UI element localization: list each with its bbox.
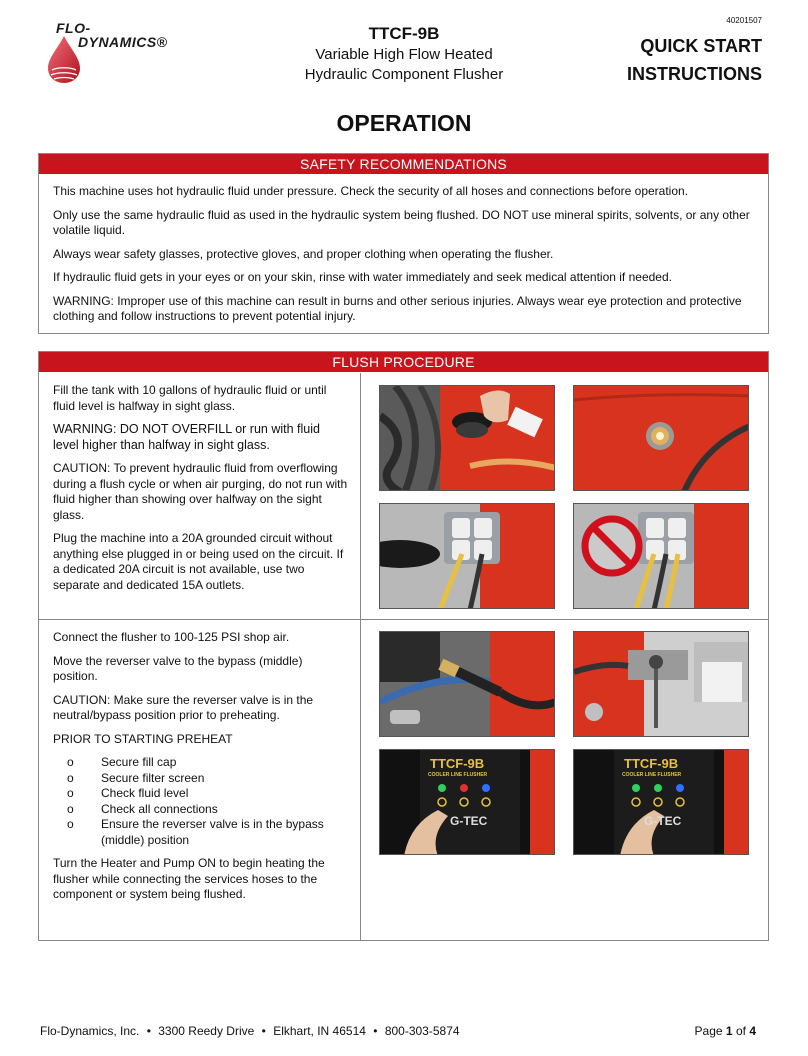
safety-heading: SAFETY RECOMMENDATIONS [39, 154, 768, 174]
product-subtitle-line2: Hydraulic Component Flusher [304, 66, 504, 83]
city-address: Elkhart, IN 46514 [273, 1024, 366, 1038]
panel-subtitle: COOLER LINE FLUSHER [622, 772, 682, 778]
checklist-item-label: Ensure the reverser valve is in the bypass (middle) position [101, 817, 324, 847]
quick-start-heading [627, 32, 762, 88]
separator: • [373, 1024, 378, 1038]
photo-outlet [379, 503, 555, 609]
page-number [695, 1024, 756, 1038]
safety-paragraph: Always wear safety glasses, protective gloves, and proper clothing when operating the flusher. [53, 246, 554, 261]
separator: • [261, 1024, 266, 1038]
step2-text [53, 630, 349, 911]
page-title: OPERATION [336, 110, 472, 136]
photo-reverser-valve [573, 631, 749, 737]
flush-step-fill [39, 373, 768, 619]
company-name: Flo-Dynamics, Inc. [40, 1024, 140, 1038]
list-item [67, 786, 349, 802]
preheat-checklist [67, 755, 349, 848]
safety-paragraph: Only use the same hydraulic fluid as used in the hydraulic system being flushed. DO NOT use mineral spirits, solvents, or any other volatile liquid. [53, 207, 750, 237]
phone-number: 800-303-5874 [384, 1024, 460, 1038]
page-current: 1 [725, 1024, 733, 1038]
logo-text-line1: FLO- [56, 20, 91, 36]
list-item [67, 817, 349, 848]
quick-start-line2: INSTRUCTIONS [627, 64, 762, 84]
step2-final: Turn the Heater and Pump ON to begin heating the flusher while connecting the services hoses to the component or system being flushed. [53, 856, 325, 901]
page-word: Page [694, 1024, 723, 1038]
photo-sight-glass [573, 385, 749, 491]
flush-step-preheat [39, 619, 768, 941]
footer-address [40, 1024, 460, 1038]
checklist-item-label: Check fluid level [101, 786, 189, 800]
bullet-icon: o [67, 770, 74, 785]
photo-fill-cap [379, 385, 555, 491]
list-item [67, 771, 349, 787]
step1-caution: CAUTION: To prevent hydraulic fluid from overflowing during a flush cycle or when air purging, do not run with fluid higher than showing over halfway on the sight glass. [53, 461, 348, 522]
safety-body [39, 174, 768, 325]
photo-air-connection [379, 631, 555, 737]
quick-start-line1: QUICK START [640, 36, 762, 56]
checklist-item-label: Secure filter screen [101, 770, 205, 785]
list-item [67, 802, 349, 818]
step1-warning: WARNING: DO NOT OVERFILL or run with fluid level higher than halfway in sight glass. [53, 422, 320, 452]
safety-paragraph: If hydraulic fluid gets in your eyes or on your skin, rinse with water immediately and seek medical attention if needed. [53, 270, 672, 284]
panel-maker: G-TEC [644, 814, 682, 828]
panel-subtitle: COOLER LINE FLUSHER [428, 772, 488, 778]
checklist-item-label: Check all connections [101, 801, 218, 816]
step2-paragraph: Connect the flusher to 100-125 PSI shop air. [53, 630, 290, 644]
header-center [250, 24, 558, 84]
step2-paragraph: Move the reverser valve to the bypass (middle) position. [53, 653, 303, 683]
bullet-icon: o [67, 786, 74, 800]
page-of: of [735, 1024, 746, 1038]
step1-paragraph: Fill the tank with 10 gallons of hydraulic fluid or until fluid level is halfway in sight glass. [53, 383, 327, 413]
panel-brand: TTCF-9B [624, 756, 679, 771]
photo-outlet-prohibited [573, 503, 749, 609]
bullet-icon: o [67, 801, 74, 816]
safety-paragraph: This machine uses hot hydraulic fluid under pressure. Check the security of all hoses and connections before operation. [53, 184, 689, 198]
preheat-heading: PRIOR TO STARTING PREHEAT [53, 731, 233, 746]
logo-text-line2: DYNAMICS® [78, 34, 168, 50]
product-subtitle-line1: Variable High Flow Heated [315, 46, 493, 63]
street-address: 3300 Reedy Drive [158, 1024, 255, 1038]
checklist-item-label: Secure fill cap [101, 755, 177, 769]
step1-text [53, 383, 349, 601]
flush-procedure-section [38, 351, 769, 941]
separator: • [146, 1024, 151, 1038]
page-total: 4 [749, 1024, 756, 1038]
safety-warning: WARNING: Improper use of this machine can result in burns and other serious injuries. Always wear eye protection and protective clothing and follow instructions to prevent potential injury. [53, 293, 742, 323]
panel-brand: TTCF-9B [430, 756, 485, 771]
bullet-icon: o [67, 817, 74, 831]
flush-heading: FLUSH PROCEDURE [39, 352, 768, 372]
photo-control-panel-heater [379, 749, 555, 855]
prohibited-icon [580, 514, 644, 578]
flo-dynamics-logo [44, 18, 204, 88]
step1-paragraph: Plug the machine into a 20A grounded circuit without anything else plugged in or being used on the circuit. If a dedicated 20A circuit is not available, use two separate and dedicated 15A outlets. [53, 531, 344, 592]
photo-control-panel-pump [573, 749, 749, 855]
safety-section [38, 153, 769, 334]
bullet-icon: o [67, 755, 74, 769]
step2-caution: CAUTION: Make sure the reverser valve is in the neutral/bypass position prior to preheating. [53, 692, 314, 722]
document-number: 40201507 [726, 16, 762, 25]
panel-maker: G-TEC [450, 814, 488, 828]
list-item [67, 755, 349, 771]
model-name: TTCF-9B [368, 24, 440, 43]
